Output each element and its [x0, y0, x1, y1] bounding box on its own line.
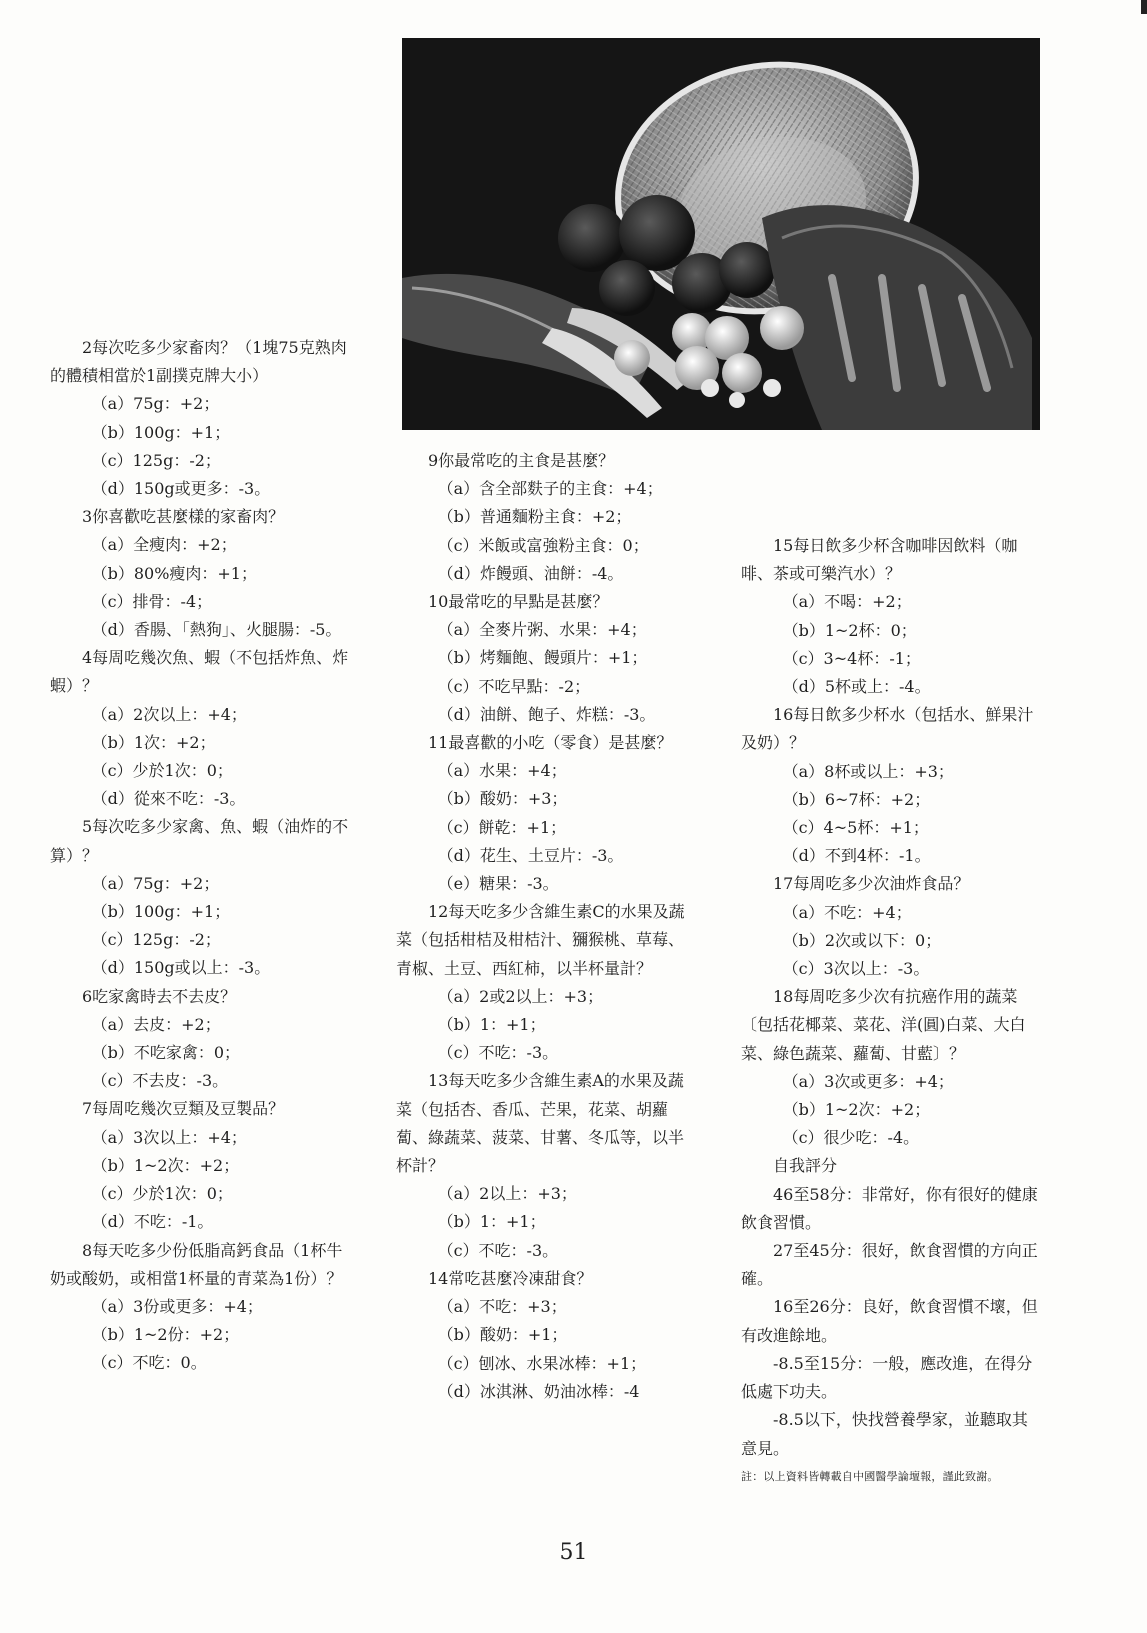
answer-option: （a）2或2以上：+3；: [437, 986, 604, 1006]
question-text: 自我評分: [773, 1156, 838, 1176]
question-text: 18每周吃多少次有抗癌作用的蔬菜〔包括花椰菜、菜花、洋(圓)白菜、大白菜、綠色蔬菜、蘿蔔、甘藍〕？: [741, 987, 1026, 1063]
answer-option: （d）炸饅頭、油餅：-4。: [437, 563, 624, 583]
answer-option: （c）少於1次：0；: [91, 1184, 233, 1204]
answer-option: （d）150g或更多：-3。: [91, 479, 271, 499]
question-text: 10最常吃的早點是甚麼？: [428, 592, 609, 612]
question-text: 16每日飲多少杯水（包括水、鮮果汁及奶）？: [741, 705, 1034, 753]
questions-column-1: [50, 334, 350, 1378]
answer-option: （c）不去皮：-3。: [91, 1071, 229, 1091]
question-text: 12每天吃多少含維生素C的水果及蔬菜（包括柑桔及柑桔汁、獼猴桃、草莓、青椒、土豆、西紅柿，以半杯量計？: [396, 902, 685, 978]
answer-option: （a）含全部麩子的主食：+4；: [437, 479, 663, 499]
score-range: 27至45分：很好，飲食習慣的方向正確。: [741, 1241, 1038, 1289]
answer-option: （c）刨冰、水果冰棒：+1；: [437, 1353, 647, 1373]
answer-option: （e）糖果：-3。: [437, 874, 559, 894]
score-range: -8.5以下，快找營養學家，並聽取其意見。: [741, 1410, 1028, 1458]
vegetable-basket-photo: [402, 38, 1040, 430]
answer-option: （d）5杯或上：-4。: [782, 677, 931, 697]
question-text: 17每周吃多少次油炸食品？: [773, 874, 970, 894]
answer-option: （b）6~7杯：+2；: [782, 789, 931, 809]
answer-option: （a）75g：+2；: [91, 873, 220, 893]
question-text: 9你最常吃的主食是甚麼？: [428, 451, 615, 470]
answer-option: （b）2次或以下：0；: [782, 930, 942, 950]
answer-option: （c）餅乾：+1；: [437, 817, 567, 837]
answer-option: （b）1~2次：+2；: [91, 1155, 240, 1175]
answer-option: （b）烤麵飽、饅頭片：+1；: [437, 648, 648, 668]
answer-option: （c）少於1次：0；: [91, 761, 233, 781]
answer-option: （d）150g或以上：-3。: [91, 958, 271, 978]
question-text: 3你喜歡吃甚麼樣的家畜肉？: [82, 507, 285, 527]
page-number: 51: [559, 1540, 588, 1565]
question-text: 5每次吃多少家禽、魚、蝦（油炸的不算）？: [50, 817, 349, 865]
answer-option: （c）很少吃：-4。: [782, 1128, 920, 1148]
answer-option: （c）米飯或富強粉主食：0；: [437, 535, 649, 555]
answer-option: （c）4~5杯：+1；: [782, 818, 929, 838]
answer-option: （b）1次：+2；: [91, 732, 216, 752]
question-text: 11最喜歡的小吃（零食）是甚麼？: [428, 733, 673, 753]
answer-option: （a）75g：+2；: [91, 394, 220, 414]
answer-option: （c）125g：-2；: [91, 450, 221, 470]
answer-option: （d）不吃：-1。: [91, 1212, 214, 1232]
answer-option: （a）8杯或以上：+3；: [782, 761, 954, 781]
answer-option: （a）全瘦肉：+2；: [91, 535, 237, 555]
question-text: 2每次吃多少家畜肉？（1塊75克熟肉的體積相當於1副撲克牌大小）: [50, 338, 347, 386]
questions-column-3: [741, 532, 1041, 1485]
answer-option: （c）125g：-2；: [91, 930, 221, 950]
answer-option: （b）1~2次：+2；: [782, 1100, 931, 1120]
question-text: 15每日飲多少杯含咖啡因飲料（咖啡、茶或可樂汽水）？: [741, 536, 1018, 584]
answer-option: （b）酸奶：+1；: [437, 1325, 568, 1345]
source-note: 註：以上資料皆轉載自中國醫學論壇報，謹此致謝。: [741, 1469, 999, 1483]
answer-option: （b）80%瘦肉：+1；: [91, 563, 257, 583]
answer-option: （d）不到4杯：-1。: [782, 846, 931, 866]
answer-option: （a）3次或更多：+4；: [782, 1071, 954, 1091]
answer-option: （c）排骨：-4；: [91, 591, 213, 611]
answer-option: （b）酸奶：+3；: [437, 789, 568, 809]
answer-option: （d）從來不吃：-3。: [91, 789, 246, 809]
answer-option: （a）不喝：+2；: [782, 592, 912, 612]
answer-option: （d）冰淇淋、奶油冰棒：-4: [437, 1381, 640, 1401]
answer-option: （b）1：+1；: [437, 1212, 546, 1232]
answer-option: （a）3次以上：+4；: [91, 1127, 247, 1147]
question-text: 7每周吃幾次豆類及豆製品？: [82, 1099, 285, 1119]
answer-option: （c）不吃：-3。: [437, 1240, 559, 1260]
answer-option: （d）香腸、「熱狗」、火腿腸：-5。: [91, 620, 342, 640]
answer-option: （a）水果：+4；: [437, 761, 567, 781]
question-text: 4每周吃幾次魚、蝦（不包括炸魚、炸蝦）？: [50, 648, 349, 696]
answer-option: （d）油餅、飽子、炸糕：-3。: [437, 704, 656, 724]
score-range: 16至26分：良好，飲食習慣不壞，但有改進餘地。: [741, 1297, 1038, 1345]
answer-option: （c）不吃早點：-2；: [437, 676, 591, 696]
answer-option: （a）全麥片粥、水果：+4；: [437, 620, 647, 640]
score-range: 46至58分：非常好，你有很好的健康飲食習慣。: [741, 1184, 1038, 1232]
answer-option: （b）1~2杯：0；: [782, 620, 917, 640]
answer-option: （c）3~4杯：-1；: [782, 648, 921, 668]
answer-option: （b）不吃家禽：0；: [91, 1043, 241, 1063]
answer-option: （a）去皮：+2；: [91, 1014, 221, 1034]
answer-option: （c）3次以上：-3。: [782, 959, 930, 979]
answer-option: （c）不吃：0。: [91, 1353, 207, 1373]
answer-option: （c）不吃：-3。: [437, 1043, 559, 1063]
answer-option: （b）1~2份：+2；: [91, 1325, 240, 1345]
question-text: 14常吃甚麼冷凍甜食？: [428, 1268, 593, 1288]
answer-option: （d）花生、土豆片：-3。: [437, 845, 624, 865]
question-text: 8每天吃多少份低脂高鈣食品（1杯牛奶或酸奶，或相當1杯量的青菜為1份）？: [50, 1240, 343, 1288]
questions-column-2: [396, 447, 696, 1406]
answer-option: （a）3份或更多：+4；: [91, 1296, 263, 1316]
vegetable-basket-illustration: [402, 38, 1040, 430]
question-text: 6吃家禽時去不去皮？: [82, 986, 237, 1006]
answer-option: （a）2次以上：+4；: [91, 704, 247, 724]
answer-option: （b）1：+1；: [437, 1015, 546, 1035]
answer-option: （a）不吃：+4；: [782, 902, 912, 922]
edge-mark: [1141, 0, 1147, 14]
answer-option: （a）不吃：+3；: [437, 1297, 567, 1317]
answer-option: （b）100g：+1；: [91, 902, 231, 922]
score-range: -8.5至15分：一般，應改進，在得分低處下功夫。: [741, 1353, 1033, 1402]
answer-option: （b）100g：+1；: [91, 422, 231, 442]
question-text: 13每天吃多少含維生素A的水果及蔬菜（包括杏、香瓜、芒果，花菜、胡蘿蔔、綠蔬菜、菠菜、甘薯、冬瓜等，以半杯計？: [396, 1071, 685, 1176]
answer-option: （b）普通麵粉主食：+2；: [437, 507, 632, 527]
answer-option: （a）2以上：+3；: [437, 1184, 577, 1204]
